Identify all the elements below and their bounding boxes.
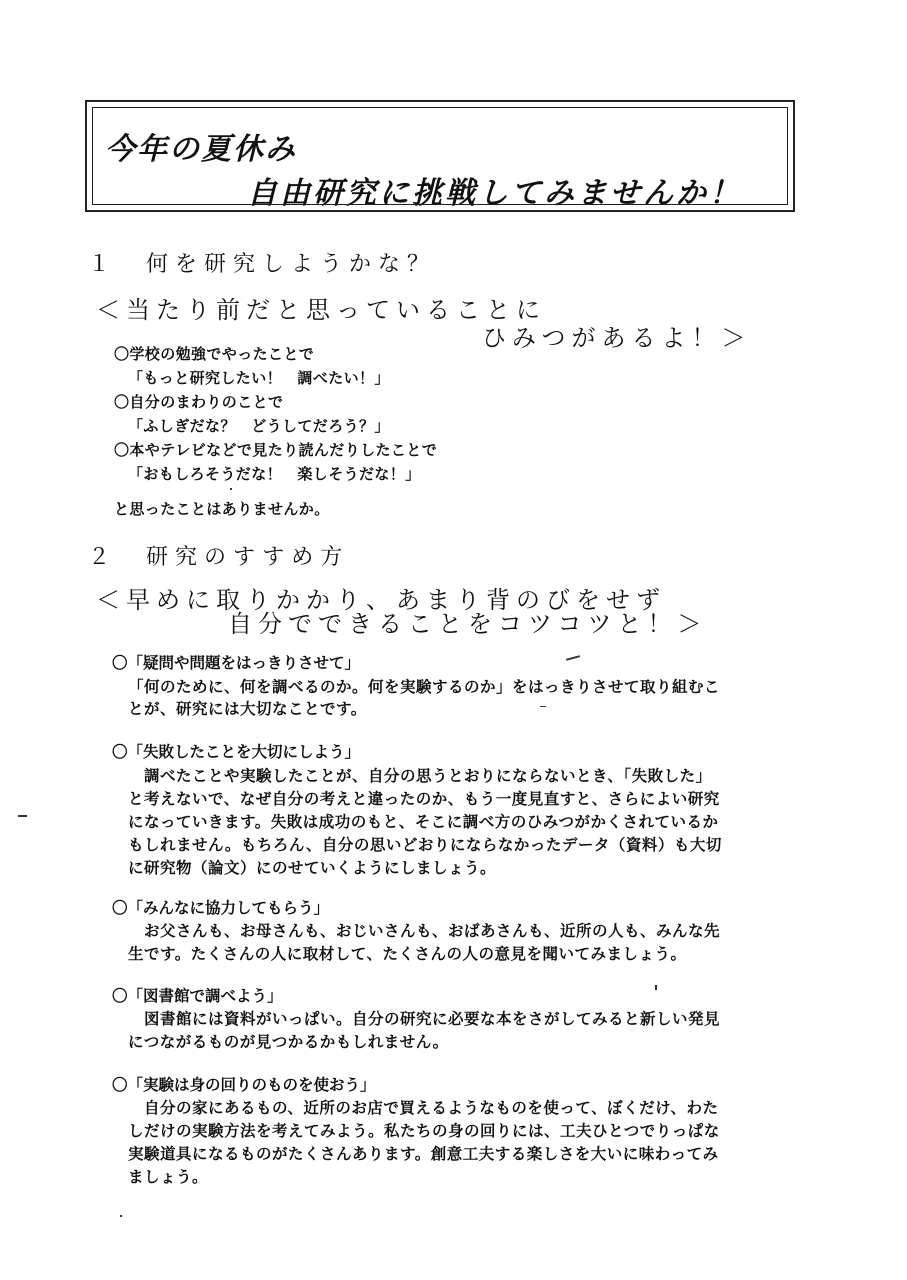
- scan-speck: [540, 706, 546, 707]
- tip-body-line: 実験道具になるものがたくさんあります。創意工夫する楽しさを大いに味わってみ: [128, 1145, 719, 1163]
- tip-body-line: に研究物（論文）にのせていくようにしましょう。: [128, 859, 497, 877]
- scan-speck: [566, 655, 580, 661]
- tip-body-line: 自分の家にあるもの、近所のお店で買えるようなものを使って、ぼくだけ、わた: [128, 1099, 719, 1117]
- section-1-item: 〇自分のまわりのことで: [114, 393, 284, 411]
- tip-body-line: 図書館には資料がいっぱい。自分の研究に必要な本をさがしてみると新しい発見: [128, 1010, 721, 1028]
- scan-speck: [18, 815, 27, 817]
- scan-speck: [230, 488, 232, 490]
- section-1-heading: １ 何を研究しようかな？: [88, 252, 437, 277]
- tip-body-line: とが、研究には大切なことです。: [128, 700, 367, 718]
- tip-body-line: お父さんも、お母さんも、おじいさんも、おばあさんも、近所の人も、みんな先: [128, 922, 721, 940]
- tip-body-line: 「何のために、何を調べるのか。何を実験するのか」をはっきりさせて取り組むこ: [128, 678, 721, 696]
- tip-body-line: になっていきます。失敗は成功のもと、そこに調べ方のひみつがかくされているか: [128, 813, 719, 831]
- tip-body-line: 調べたことや実験したことが、自分の思うとおりにならないとき、「失敗した」: [128, 767, 712, 785]
- section-2-slogan-line-2: 自分でできることをコツコツと！＞: [228, 610, 708, 638]
- title-line-1: 今年の夏休み: [105, 132, 297, 167]
- section-1-item: 〇本やテレビなどで見たり読んだりしたことで: [114, 441, 438, 459]
- section-1-slogan-line-2: ひみつがあるよ！＞: [482, 324, 752, 352]
- section-1-item: 〇学校の勉強でやったことで: [114, 345, 315, 363]
- tip-body-line: ましょう。: [128, 1168, 209, 1186]
- title-box: [85, 100, 795, 212]
- tip-body-line: もしれません。もちろん、自分の思いどおりにならなかったデータ（資料）も大切: [128, 836, 722, 854]
- tip-title: 〇「実験は身の回りのものを使おう」: [112, 1076, 376, 1094]
- section-1-closing: と思ったことはありませんか。: [114, 500, 330, 518]
- tip-body-line: につながるものが見つかるかもしれません。: [128, 1033, 449, 1051]
- section-1-slogan-line-1: ＜当たり前だと思っていることに: [96, 296, 546, 324]
- scan-speck: [120, 1215, 122, 1217]
- section-1-item: 「ふしぎだな？ どうしてだろう？」: [128, 417, 390, 435]
- title-line-2: 自由研究に挑戦してみませんか！: [247, 176, 742, 211]
- tip-title: 〇「みんなに協力してもらう」: [112, 899, 330, 917]
- tip-title: 〇「図書館で調べよう」: [112, 987, 283, 1005]
- tip-body-line: 生です。たくさんの人に取材して、たくさんの人の意見を聞いてみましょう。: [128, 945, 687, 963]
- scan-speck: [655, 985, 657, 990]
- tip-title: 〇「失敗したことを大切にしよう」: [112, 743, 361, 761]
- tip-body-line: しだけの実験方法を考えてみよう。私たちの身の回りには、工夫ひとつでりっぱな: [128, 1122, 720, 1140]
- section-1-item: 「もっと研究したい！ 調べたい！」: [128, 369, 390, 387]
- section-2-heading: ２ 研究のすすめ方: [88, 545, 350, 570]
- section-2-slogan-line-1: ＜早めに取りかかり、あまり背のびをせず: [96, 586, 666, 614]
- section-1-item: 「おもしろそうだな！ 楽しそうだな！」: [128, 465, 421, 483]
- tip-title: 〇「疑問や問題をはっきりさせて」: [112, 654, 361, 672]
- tip-body-line: と考えないで、なぜ自分の考えと違ったのか、もう一度見直すと、さらによい研究: [128, 790, 720, 808]
